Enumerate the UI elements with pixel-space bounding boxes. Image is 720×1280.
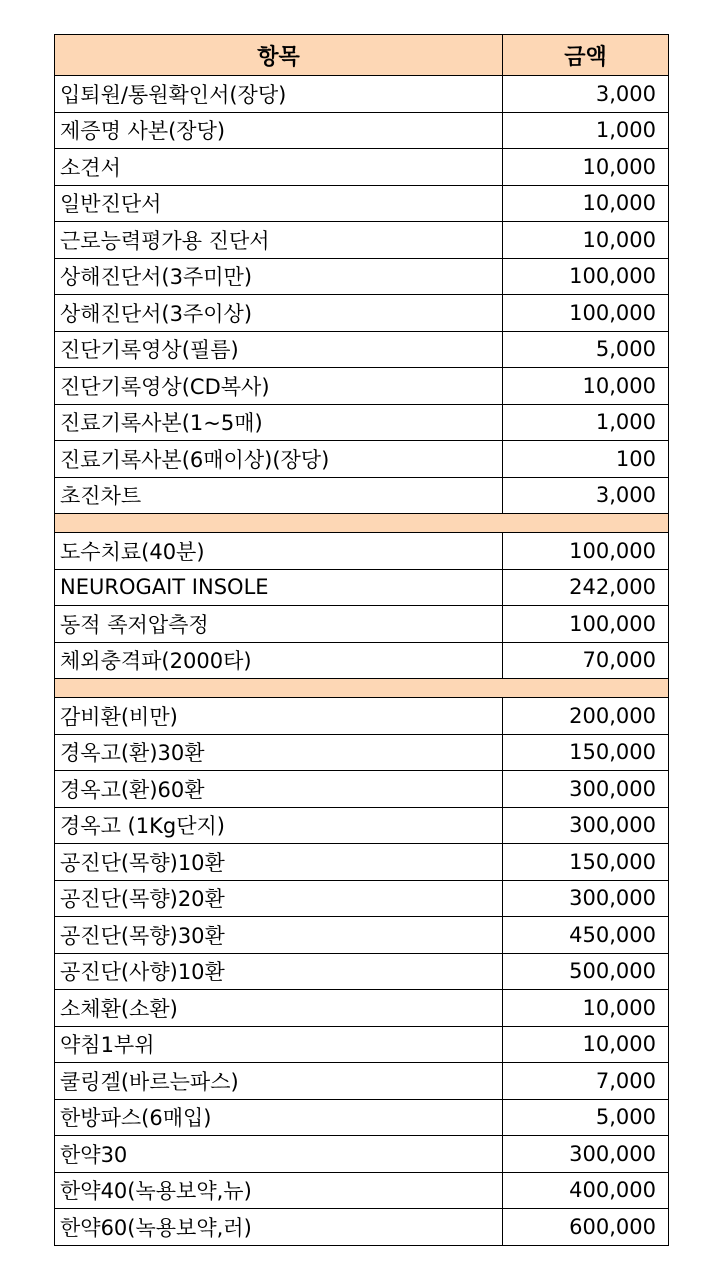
amount-cell: 450,000 — [503, 917, 669, 954]
table-row — [55, 698, 669, 735]
amount-cell: 7,000 — [503, 1063, 669, 1100]
item-name-cell: 한방파스(6매입) — [55, 1099, 503, 1136]
amount-cell: 300,000 — [503, 880, 669, 917]
amount-cell: 5,000 — [503, 1099, 669, 1136]
table-row — [55, 185, 669, 222]
amount-cell: 300,000 — [503, 771, 669, 808]
table-row — [55, 642, 669, 679]
item-name-cell: 감비환(비만) — [55, 698, 503, 735]
table-row — [55, 807, 669, 844]
table-row — [55, 331, 669, 368]
table-row — [55, 569, 669, 606]
table-row — [55, 1026, 669, 1063]
separator-cell — [55, 514, 669, 533]
table-row — [55, 404, 669, 441]
item-name-cell: 근로능력평가용 진단서 — [55, 222, 503, 259]
header-row — [55, 35, 669, 76]
amount-cell: 150,000 — [503, 734, 669, 771]
table-row — [55, 1099, 669, 1136]
amount-cell: 300,000 — [503, 807, 669, 844]
item-name-cell: 일반진단서 — [55, 185, 503, 222]
amount-cell: 500,000 — [503, 953, 669, 990]
table-row — [55, 533, 669, 570]
item-name-cell: 진료기록사본(1~5매) — [55, 404, 503, 441]
item-name-cell: 경옥고(환)30환 — [55, 734, 503, 771]
table-row — [55, 477, 669, 514]
item-name-cell: 경옥고(환)60환 — [55, 771, 503, 808]
item-name-cell: 상해진단서(3주미만) — [55, 258, 503, 295]
table-row — [55, 1136, 669, 1173]
section-separator — [55, 514, 669, 533]
amount-cell: 70,000 — [503, 642, 669, 679]
item-name-cell: 진료기록사본(6매이상)(장당) — [55, 441, 503, 478]
table-row — [55, 734, 669, 771]
amount-cell: 10,000 — [503, 368, 669, 405]
table-row — [55, 844, 669, 881]
item-name-cell: 소체환(소환) — [55, 990, 503, 1027]
item-name-cell: 공진단(목향)30환 — [55, 917, 503, 954]
item-name-cell: 동적 족저압측정 — [55, 606, 503, 643]
amount-cell: 200,000 — [503, 698, 669, 735]
table-row — [55, 1172, 669, 1209]
amount-cell: 100,000 — [503, 606, 669, 643]
item-name-cell: 약침1부위 — [55, 1026, 503, 1063]
amount-cell: 100 — [503, 441, 669, 478]
amount-cell: 3,000 — [503, 76, 669, 113]
amount-cell: 3,000 — [503, 477, 669, 514]
item-name-cell: 쿨링겔(바르는파스) — [55, 1063, 503, 1100]
amount-cell: 10,000 — [503, 222, 669, 259]
table-row — [55, 917, 669, 954]
table-row — [55, 1063, 669, 1100]
amount-cell: 100,000 — [503, 533, 669, 570]
amount-cell: 600,000 — [503, 1209, 669, 1246]
table-row — [55, 149, 669, 186]
table-row — [55, 112, 669, 149]
table-row — [55, 441, 669, 478]
table-row — [55, 368, 669, 405]
amount-cell: 100,000 — [503, 295, 669, 332]
amount-cell: 10,000 — [503, 1026, 669, 1063]
item-name-cell: 한약30 — [55, 1136, 503, 1173]
amount-cell: 5,000 — [503, 331, 669, 368]
amount-column-header: 금액 — [503, 35, 669, 76]
item-name-cell: 소견서 — [55, 149, 503, 186]
fee-table-body — [55, 76, 669, 1246]
table-row — [55, 76, 669, 113]
table-row — [55, 606, 669, 643]
section-separator — [55, 679, 669, 698]
fee-table — [54, 34, 669, 1246]
item-name-cell: 체외충격파(2000타) — [55, 642, 503, 679]
amount-cell: 150,000 — [503, 844, 669, 881]
amount-cell: 10,000 — [503, 149, 669, 186]
table-row — [55, 990, 669, 1027]
item-name-cell: 진단기록영상(필름) — [55, 331, 503, 368]
table-row — [55, 1209, 669, 1246]
table-row — [55, 953, 669, 990]
table-row — [55, 880, 669, 917]
item-name-cell: 입퇴원/통원확인서(장당) — [55, 76, 503, 113]
table-row — [55, 258, 669, 295]
amount-cell: 10,000 — [503, 185, 669, 222]
amount-cell: 242,000 — [503, 569, 669, 606]
item-name-cell: 공진단(목향)10환 — [55, 844, 503, 881]
item-name-cell: 공진단(목향)20환 — [55, 880, 503, 917]
amount-cell: 1,000 — [503, 112, 669, 149]
amount-cell: 10,000 — [503, 990, 669, 1027]
item-name-cell: 한약60(녹용보약,러) — [55, 1209, 503, 1246]
separator-cell — [55, 679, 669, 698]
item-name-cell: 상해진단서(3주이상) — [55, 295, 503, 332]
table-row — [55, 222, 669, 259]
amount-cell: 400,000 — [503, 1172, 669, 1209]
item-name-cell: 경옥고 (1Kg단지) — [55, 807, 503, 844]
amount-cell: 100,000 — [503, 258, 669, 295]
item-name-cell: 초진차트 — [55, 477, 503, 514]
amount-cell: 1,000 — [503, 404, 669, 441]
item-name-cell: 도수치료(40분) — [55, 533, 503, 570]
table-row — [55, 295, 669, 332]
table-row — [55, 771, 669, 808]
item-name-cell: 제증명 사본(장당) — [55, 112, 503, 149]
item-name-cell: 공진단(사향)10환 — [55, 953, 503, 990]
item-name-cell: NEUROGAIT INSOLE — [55, 569, 503, 606]
amount-cell: 300,000 — [503, 1136, 669, 1173]
item-name-cell: 진단기록영상(CD복사) — [55, 368, 503, 405]
item-name-cell: 한약40(녹용보약,뉴) — [55, 1172, 503, 1209]
item-column-header: 항목 — [55, 35, 503, 76]
